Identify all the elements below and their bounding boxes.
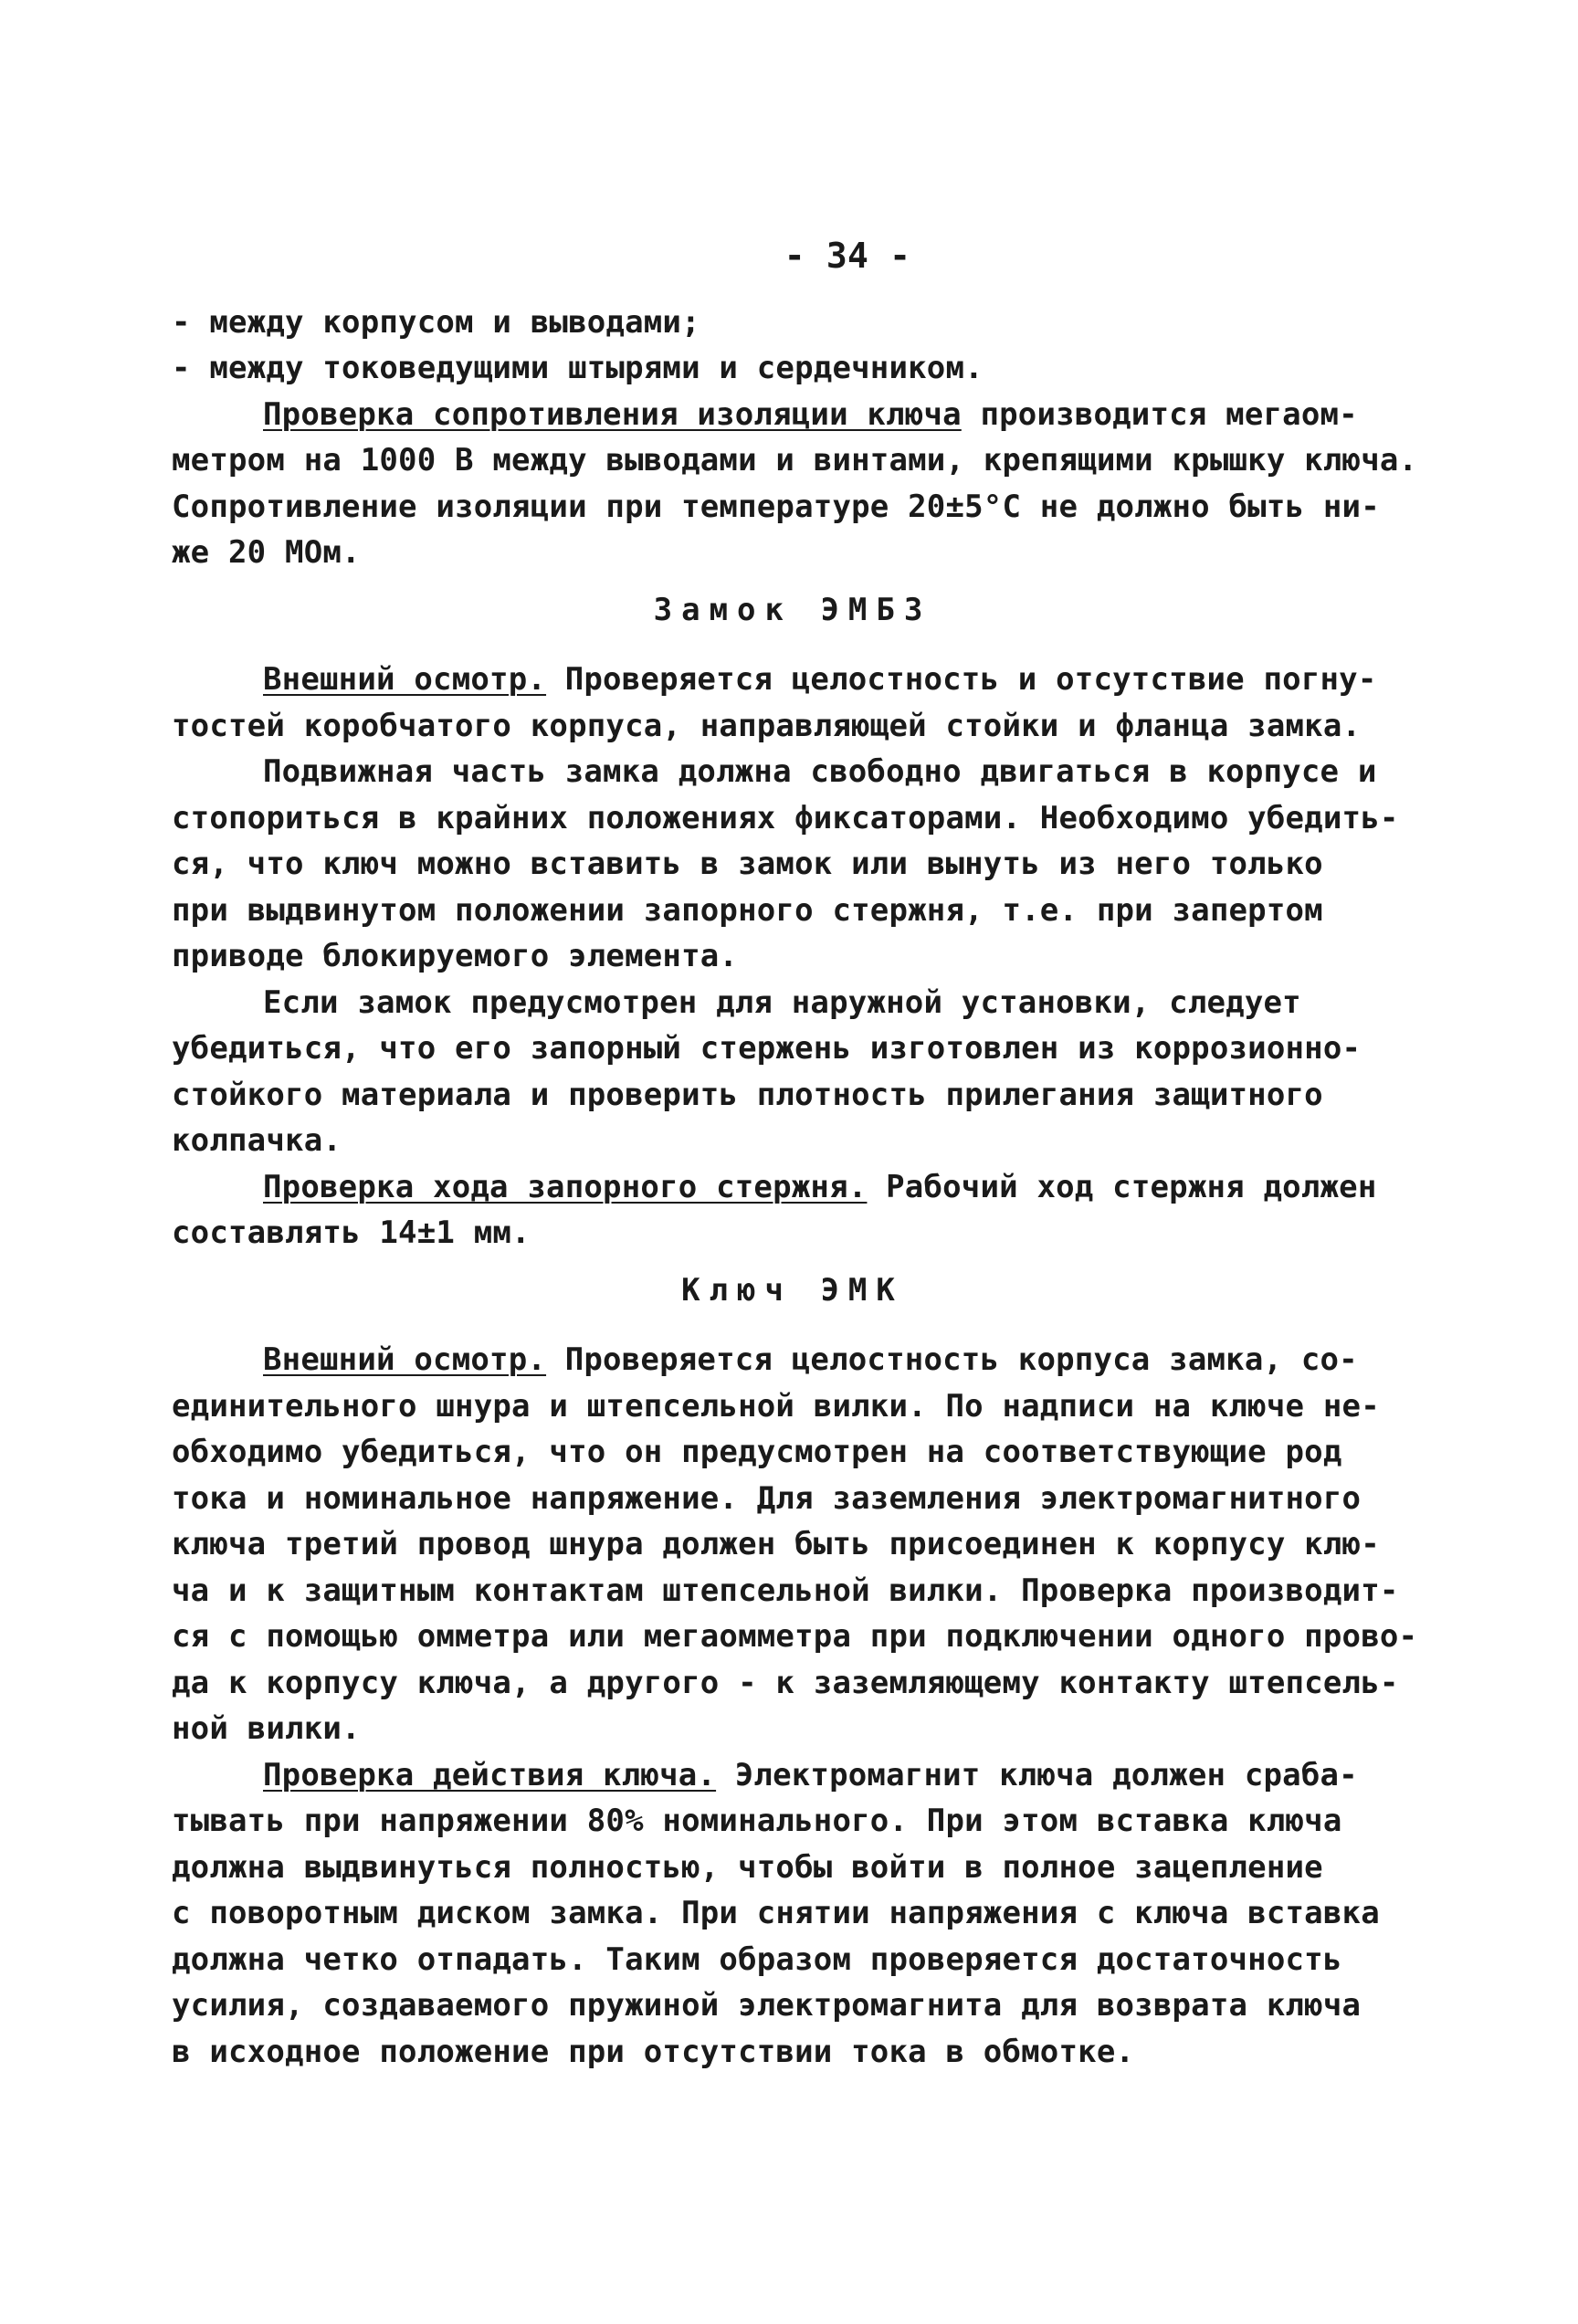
text-run: Проверяется целостность корпуса замка, со- [546, 1341, 1358, 1378]
text-line: тостей коробчатого корпуса, направляющей стойки и фланца замка. [172, 707, 1362, 744]
text-line: должна четко отпадать. Таким образом проверяется достаточность [172, 1940, 1342, 1978]
text-run: Проверяется целостность и отсутствие погну- [546, 661, 1377, 698]
text-line: тывать при напряжении 80% номинального. При этом вставка ключа [172, 1803, 1342, 1839]
page-number: - 34 - [784, 236, 911, 276]
text-line: Сопротивление изоляции при температуре 20±5°С не должно быть ни- [172, 488, 1380, 525]
text-line: тока и номинальное напряжение. Для заземления электромагнитного [172, 1479, 1362, 1517]
paragraph-first-line [172, 657, 1414, 703]
text-line: убедиться, что его запорный стержень изготовлен из коррозионно- [172, 1030, 1362, 1067]
text-line: составлять 14±1 мм. [172, 1215, 531, 1251]
text-line: да к корпусу ключа, а другого - к заземляющему контакту штепсель- [172, 1664, 1399, 1701]
text-line: колпачка. [172, 1122, 342, 1159]
section-label: Внешний осмотр. [263, 1341, 547, 1378]
text-line: обходимо убедиться, что он предусмотрен на соответствующие род [172, 1434, 1342, 1470]
text-line: стопориться в крайних положениях фиксаторами. Необходимо убедить- [172, 799, 1399, 836]
text-line: в исходное положение при отсутствии тока в обмотке. [172, 2033, 1135, 2070]
text-run: Электромагнит ключа должен сраба- [716, 1756, 1358, 1793]
text-line: ся, что ключ можно вставить в замок или вынуть из него только [172, 846, 1323, 882]
text-line: же 20 МОм. [172, 534, 361, 571]
text-line: ся с помощью омметра или мегаомметра при подключении одного прово- [172, 1618, 1418, 1655]
text-line: при выдвинутом положении запорного стержня, т.е. при запертом [172, 891, 1323, 929]
paragraph-first-line [172, 392, 1414, 438]
section-label: Проверка хода запорного стержня. [263, 1168, 868, 1205]
text-line: единительного шнура и штепсельной вилки. По надписи на ключе не- [172, 1387, 1380, 1425]
text-line: усилия, создаваемого пружиной электромагнита для возврата ключа [172, 1987, 1362, 2024]
text-run: производится мегаом- [961, 395, 1358, 433]
paragraph-first-line [172, 1752, 1414, 1799]
text-line: ключа третий провод шнура должен быть присоединен к корпусу клю- [172, 1526, 1380, 1562]
text-line: стойкого материала и проверить плотность прилегания защитного [172, 1076, 1323, 1113]
text-line: должна выдвинуться полностью, чтобы войти в полное зацепление [172, 1848, 1323, 1886]
paragraph-first-line: Если замок предусмотрен для наружной установки, следует [263, 983, 1301, 1021]
text-line: приводе блокируемого элемента. [172, 938, 739, 974]
document-page [172, 233, 1418, 2075]
text-line: метром на 1000 В между выводами и винтами, крепящими крышку ключа. [172, 442, 1418, 478]
list-item: - между токоведущими штырями и сердечником. [172, 350, 984, 386]
text-line: с поворотным диском замка. При снятии напряжения с ключа вставка [172, 1895, 1380, 1931]
paragraph-first-line: Подвижная часть замка должна свободно двигаться в корпусе и [263, 753, 1377, 790]
section-label: Проверка действия ключа. [263, 1756, 717, 1793]
paragraph-first-line [172, 1337, 1414, 1383]
list-item: - между корпусом и выводами; [172, 303, 700, 341]
text-line: ной вилки. [172, 1710, 361, 1747]
section-heading-lock: Замок ЭМБЗ [653, 591, 932, 628]
section-heading-key: Ключ ЭМК [681, 1271, 904, 1309]
section-label: Внешний осмотр. [263, 661, 547, 698]
text-line: ча и к защитным контактам штепсельной вилки. Проверка производит- [172, 1572, 1399, 1609]
paragraph-first-line [172, 1164, 1414, 1211]
text-run: Рабочий ход стержня должен [867, 1168, 1377, 1205]
section-label: Проверка сопротивления изоляции ключа [263, 395, 962, 433]
